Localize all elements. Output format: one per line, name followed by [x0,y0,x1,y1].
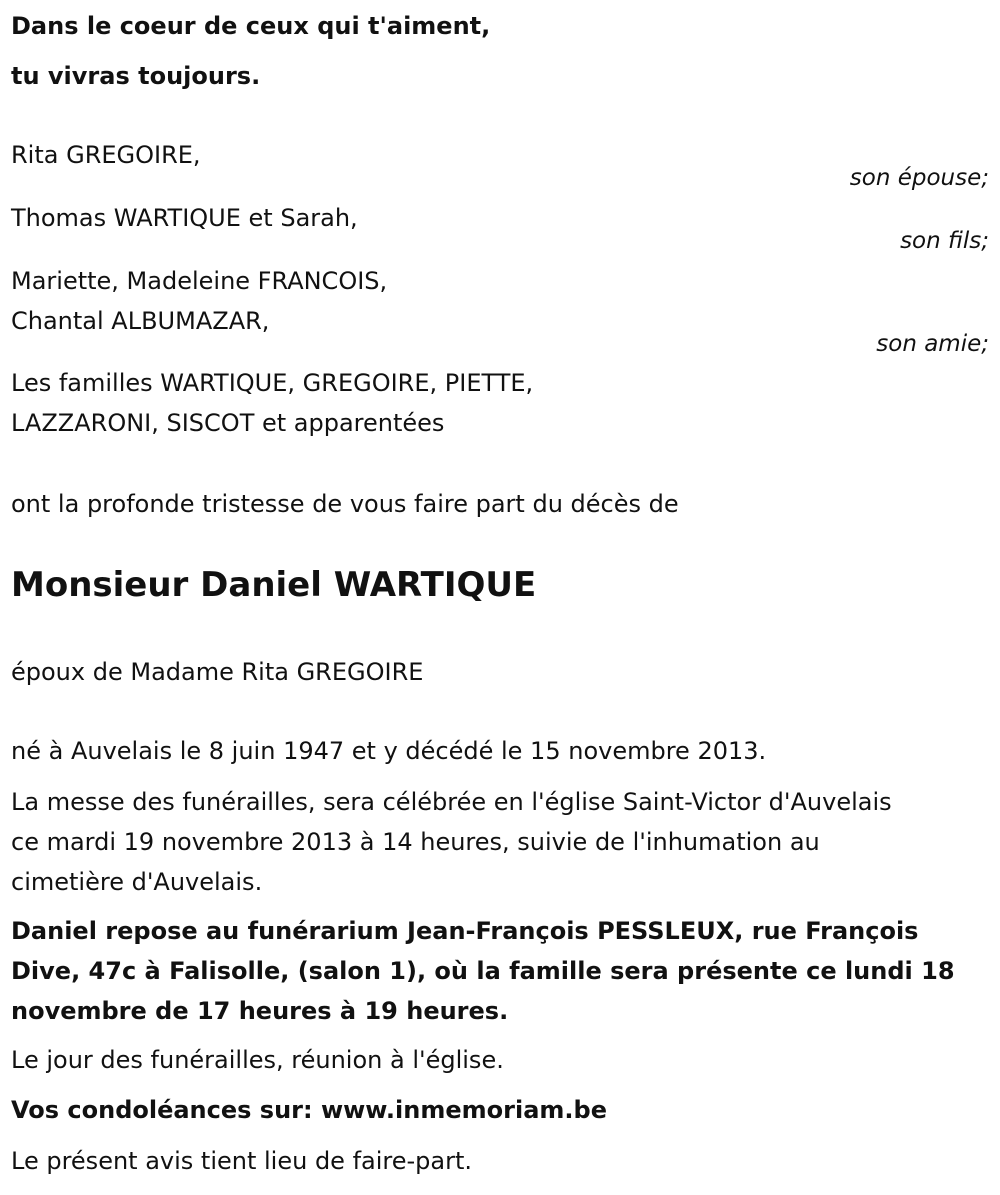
family-member-3: Mariette, Madeleine FRANCOIS, [11,267,388,295]
families-line-2: LAZZARONI, SISCOT et apparentées [11,409,445,437]
family-member-4: Chantal ALBUMAZAR, [11,307,270,335]
family-member-2: Thomas WARTIQUE et Sarah, [11,204,358,232]
closing-line: Le présent avis tient lieu de faire-part. [11,1147,473,1175]
announcement-text: ont la profonde tristesse de vous faire part du décès de [11,490,679,518]
funeral-home-line-2: Dive, 47c à Falisolle, (salon 1), où la famille sera présente ce lundi 18 [11,957,955,985]
family-member-1: Rita GREGOIRE, [11,141,201,169]
birth-death-line: né à Auvelais le 8 juin 1947 et y décédé le 15 novembre 2013. [11,737,767,765]
meeting-line: Le jour des funérailles, réunion à l'église. [11,1046,504,1074]
deceased-name: Monsieur Daniel WARTIQUE [11,565,537,605]
families-line-1: Les familles WARTIQUE, GREGOIRE, PIETTE, [11,369,534,397]
mass-line-2: ce mardi 19 novembre 2013 à 14 heures, suivie de l'inhumation au [11,828,820,856]
spouse-line: époux de Madame Rita GREGOIRE [11,658,424,686]
relation-son: son fils; [900,228,989,254]
epitaph-line-2: tu vivras toujours. [11,62,261,90]
epitaph-line-1: Dans le coeur de ceux qui t'aiment, [11,12,491,40]
condolences-line: Vos condoléances sur: www.inmemoriam.be [11,1096,607,1124]
relation-friend: son amie; [876,331,989,357]
mass-line-1: La messe des funérailles, sera célébrée en l'église Saint-Victor d'Auvelais [11,788,892,816]
mass-line-3: cimetière d'Auvelais. [11,868,263,896]
relation-spouse: son épouse; [849,165,989,191]
funeral-home-line-3: novembre de 17 heures à 19 heures. [11,997,509,1025]
funeral-home-line-1: Daniel repose au funérarium Jean-François PESSLEUX, rue François [11,917,919,945]
